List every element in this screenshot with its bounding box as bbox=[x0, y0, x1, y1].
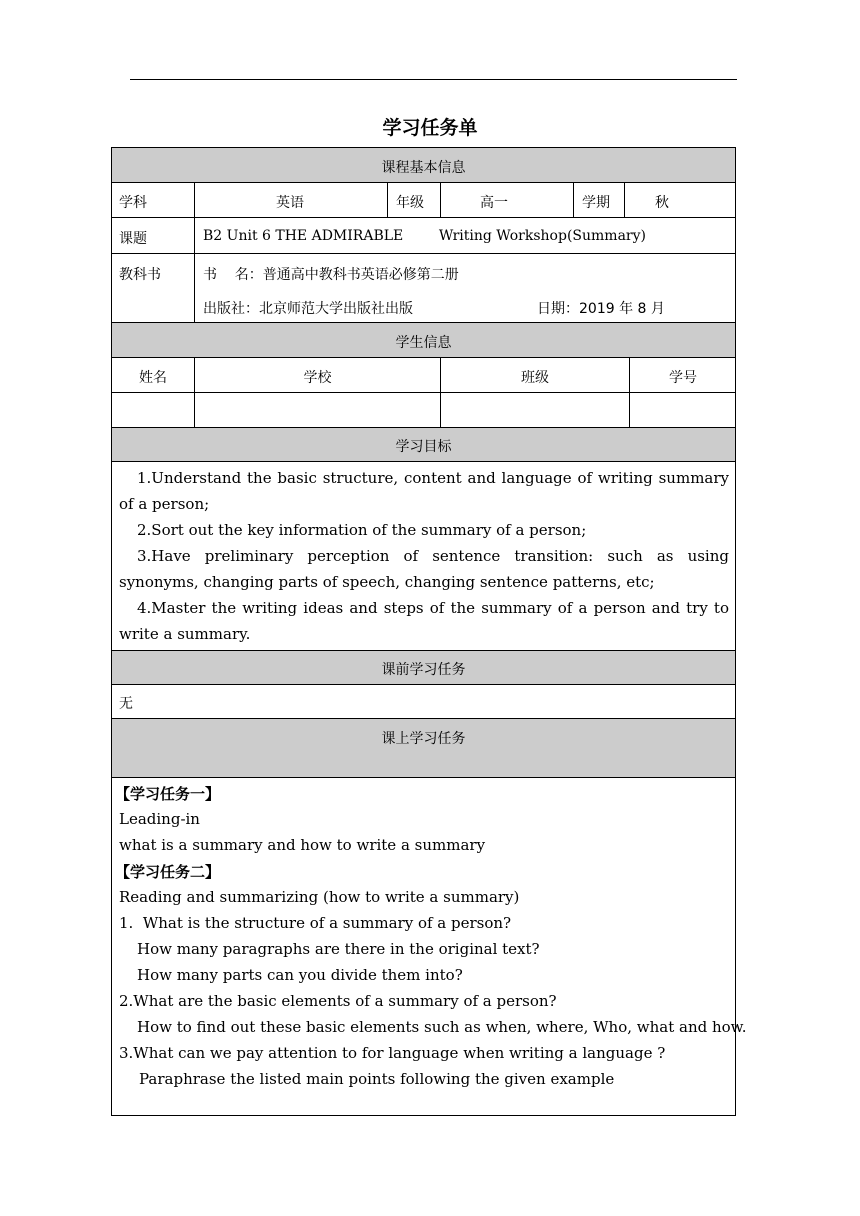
course-info-header bbox=[112, 148, 735, 183]
school-label-cell bbox=[194, 358, 440, 392]
pre-class-body bbox=[112, 685, 735, 719]
question-2: 2.What are the basic elements of a summary of a person? bbox=[119, 992, 557, 1010]
course-meta-row bbox=[112, 183, 735, 218]
objectives-header bbox=[112, 428, 735, 462]
id-label: 学号 bbox=[669, 370, 697, 386]
grade-label-cell bbox=[387, 183, 440, 217]
grade-value: 高一 bbox=[480, 195, 508, 211]
subject-label: 学科 bbox=[119, 195, 147, 211]
student-input-row bbox=[112, 393, 735, 428]
textbook-label: 教科书 bbox=[119, 267, 161, 283]
objectives-body bbox=[112, 462, 735, 651]
objective-2: 2.Sort out the key information of the summary of a person; bbox=[137, 521, 587, 539]
pre-class-content: 无 bbox=[119, 696, 133, 712]
subject-label-cell bbox=[112, 183, 194, 217]
student-info-header bbox=[112, 323, 735, 358]
question-2a: How to find out these basic elements such as when, where, Who, what and how. bbox=[137, 1018, 747, 1036]
document-title: 学习任务单 bbox=[382, 117, 478, 139]
objective-4: 4.Master the writing ideas and steps of the summary of a person and try to write a summary. bbox=[119, 599, 729, 643]
subject-value: 英语 bbox=[276, 195, 304, 211]
subject-value-cell bbox=[194, 183, 387, 217]
term-label: 学期 bbox=[582, 195, 610, 211]
id-input-cell[interactable] bbox=[629, 393, 735, 427]
course-info-title: 课程基本信息 bbox=[381, 160, 466, 176]
question-1: 1. What is the structure of a summary of a person? bbox=[119, 914, 512, 932]
term-value: 秋 bbox=[655, 195, 669, 211]
student-header-row bbox=[112, 358, 735, 393]
term-value-cell bbox=[624, 183, 735, 217]
question-3: 3.What can we pay attention to for language when writing a language ? bbox=[119, 1044, 666, 1062]
textbook-label-cell bbox=[112, 254, 194, 322]
topic-label: 课题 bbox=[119, 231, 147, 247]
term-label-cell bbox=[573, 183, 624, 217]
objective-3: 3.Have preliminary perception of sentence transition: such as using synonyms, changing parts of speech, changing sentence patterns, etc; bbox=[119, 547, 729, 591]
in-class-body bbox=[112, 778, 747, 1115]
objective-1: 1.Understand the basic structure, content and language of writing summary of a person; bbox=[119, 469, 729, 513]
class-label-cell bbox=[440, 358, 629, 392]
question-1a: How many paragraphs are there in the original text? bbox=[137, 940, 540, 958]
topic-label-cell bbox=[112, 218, 194, 253]
question-1b: How many parts can you divide them into? bbox=[137, 966, 463, 984]
class-input-cell[interactable] bbox=[440, 393, 629, 427]
in-class-title: 课上学习任务 bbox=[381, 731, 466, 747]
name-label-cell bbox=[112, 358, 194, 392]
task-sheet-table bbox=[111, 147, 747, 1116]
grade-label: 年级 bbox=[396, 195, 424, 211]
in-class-header bbox=[112, 719, 735, 778]
student-info-title: 学生信息 bbox=[395, 335, 452, 351]
school-input-cell[interactable] bbox=[194, 393, 440, 427]
id-label-cell bbox=[629, 358, 735, 392]
pre-class-header bbox=[112, 651, 735, 685]
name-input-cell[interactable] bbox=[112, 393, 194, 427]
publish-date: 日期：2019 年 8 月 bbox=[537, 301, 665, 317]
topic-row bbox=[112, 218, 735, 254]
topic-value: B2 Unit 6 THE ADMIRABLE Writing Workshop(Summary) bbox=[203, 228, 646, 244]
topic-value-cell bbox=[194, 218, 735, 253]
name-label: 姓名 bbox=[139, 370, 167, 386]
task2-heading: 【学习任务二】 bbox=[115, 863, 221, 881]
publisher: 出版社：北京师范大学出版社出版 bbox=[203, 301, 413, 317]
task2-line1: Reading and summarizing (how to write a summary) bbox=[119, 888, 520, 906]
objectives-title: 学习目标 bbox=[395, 439, 452, 455]
header-rule bbox=[130, 79, 737, 80]
pre-class-title: 课前学习任务 bbox=[381, 662, 466, 678]
class-label: 班级 bbox=[521, 370, 549, 386]
textbook-value-cell bbox=[194, 254, 735, 322]
task1-line2: what is a summary and how to write a summary bbox=[119, 836, 486, 854]
task1-heading: 【学习任务一】 bbox=[115, 785, 221, 803]
grade-value-cell bbox=[440, 183, 573, 217]
question-3a: Paraphrase the listed main points following the given example bbox=[139, 1070, 615, 1088]
task1-line1: Leading-in bbox=[119, 810, 200, 828]
school-label: 学校 bbox=[303, 370, 332, 386]
book-name: 书 名：普通高中教科书英语必修第二册 bbox=[203, 267, 459, 283]
textbook-row bbox=[112, 254, 735, 323]
